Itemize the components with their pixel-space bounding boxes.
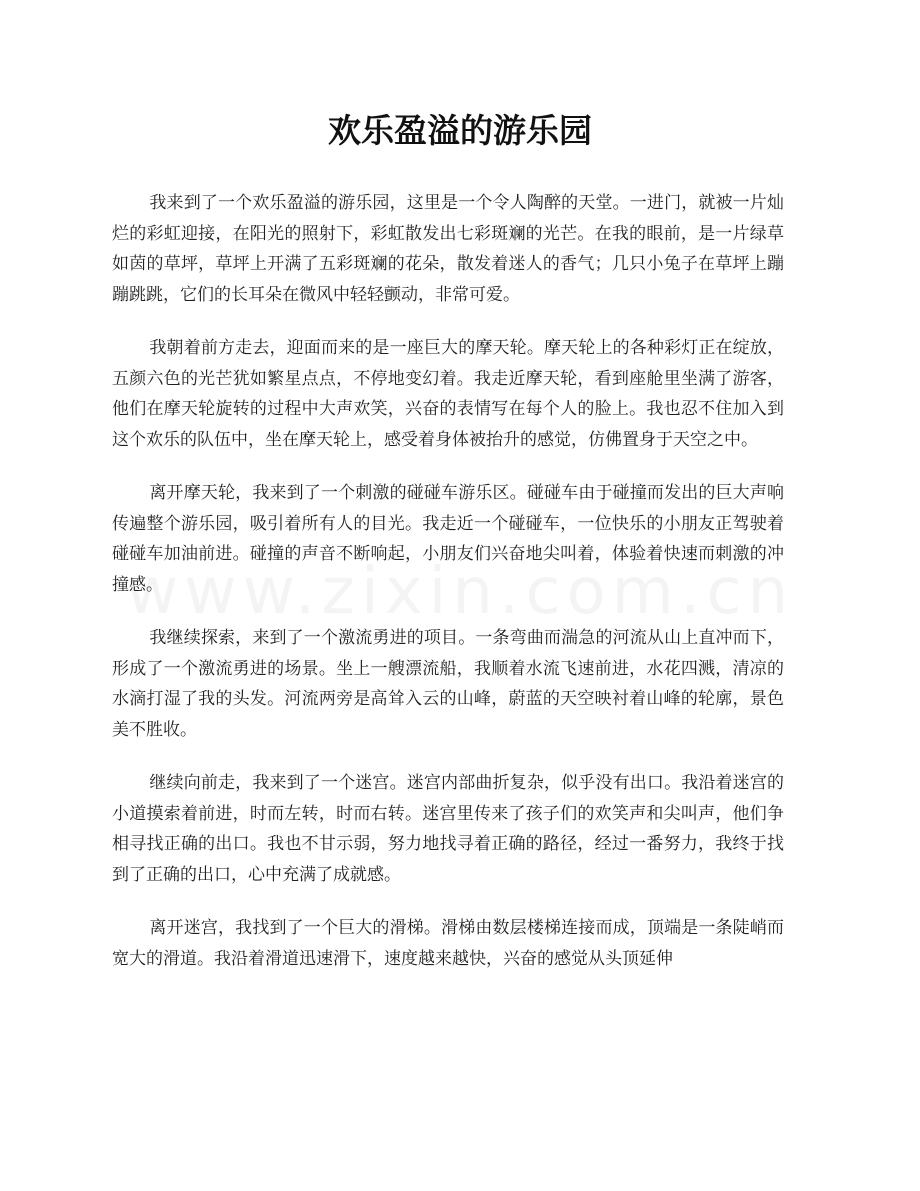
document-title: 欢乐盈溢的游乐园: [328, 111, 592, 150]
document-body: [112, 188, 784, 997]
paragraph-5: 继续向前走，我来到了一个迷宫。迷宫内部曲折复杂，似乎没有出口。我沿着迷宫的小道摸索着前进，时而左转，时而右转。迷宫里传来了孩子们的欢笑声和尖叫声，他们争相寻找正确的出口。我也不甘示弱，努力地找寻着正确的路径，经过一番努力，我终于找到了正确的出口，心中充满了成就感。: [112, 773, 784, 885]
paragraph-4: 我继续探索，来到了一个激流勇进的项目。一条弯曲而湍急的河流从山上直冲而下，形成了一个激流勇进的场景。坐上一艘漂流船，我顺着水流飞速前进，水花四溅，清凉的水滴打湿了我的头发。河流两旁是高耸入云的山峰，蔚蓝的天空映衬着山峰的轮廓，景色美不胜收。: [112, 628, 784, 740]
paragraph-2: 我朝着前方走去，迎面而来的是一座巨大的摩天轮。摩天轮上的各种彩灯正在绽放，五颜六色的光芒犹如繁星点点，不停地变幻着。我走近摩天轮，看到座舱里坐满了游客，他们在摩天轮旋转的过程中大声欢笑，兴奋的表情写在每个人的脸上。我也忍不住加入到这个欢乐的队伍中，坐在摩天轮上，感受着身体被抬升的感觉，仿佛置身于天空之中。: [112, 338, 784, 450]
paragraph-1: 我来到了一个欢乐盈溢的游乐园，这里是一个令人陶醉的天堂。一进门，就被一片灿烂的彩虹迎接，在阳光的照射下，彩虹散发出七彩斑斓的光芒。在我的眼前，是一片绿草如茵的草坪，草坪上开满了五彩斑斓的花朵，散发着迷人的香气；几只小兔子在草坪上蹦蹦跳跳，它们的长耳朵在微风中轻轻颤动，非常可爱。: [112, 193, 784, 305]
paragraph-3: 离开摩天轮，我来到了一个刺激的碰碰车游乐区。碰碰车由于碰撞而发出的巨大声响传遍整个游乐园，吸引着所有人的目光。我走近一个碰碰车，一位快乐的小朋友正驾驶着碰碰车加油前进。碰撞的声音不断响起，小朋友们兴奋地尖叫着，体验着快速而刺激的冲撞感。: [112, 483, 784, 595]
paragraph-6: 离开迷宫，我找到了一个巨大的滑梯。滑梯由数层楼梯连接而成，顶端是一条陡峭而宽大的滑道。我沿着滑道迅速滑下，速度越来越快，兴奋的感觉从头顶延伸: [112, 918, 784, 969]
